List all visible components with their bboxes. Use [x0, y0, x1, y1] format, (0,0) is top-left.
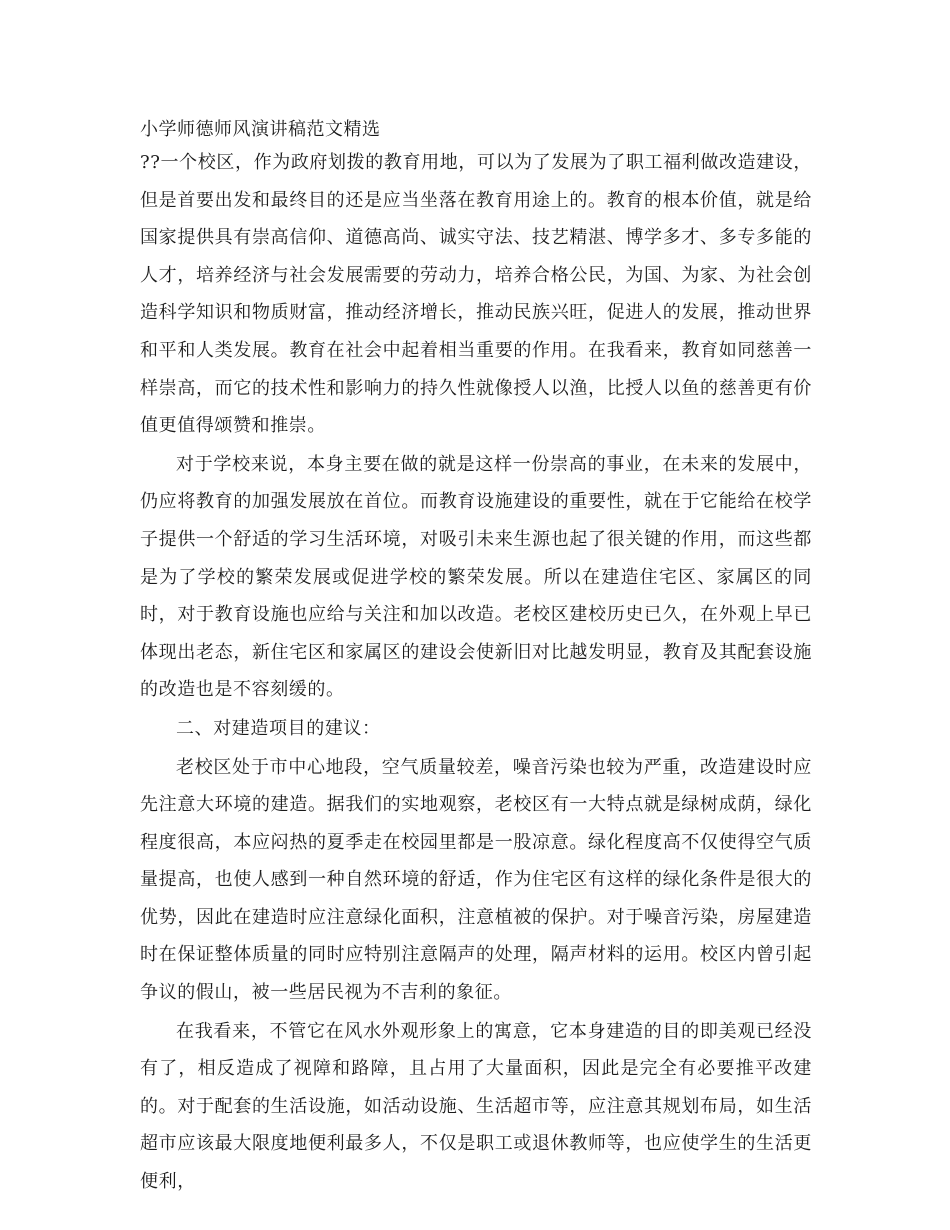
paragraph-1: ??一个校区，作为政府划拨的教育用地，可以为了发展为了职工福利做改造建设，但是首要出发和最终目的还是应当坐落在教育用途上的。教育的根本价值，就是给国家提供具有崇高信仰、道德高尚、诚实守法、技艺精湛、博学多才、多专多能的人才，培养经济与社会发展需要的劳动力，培养合格公民，为国、为家、为社会创造科学知识和物质财富，推动经济增长，推动民族兴旺，促进人的发展，推动世界和平和人类发展。教育在社会中起着相当重要的作用。在我看来，教育如同慈善一样崇高，而它的技术性和影响力的持久性就像授人以渔，比授人以鱼的慈善更有价值更值得颂赞和推崇。	[140, 152, 812, 437]
paragraph-4: 在我看来，不管它在风水外观形象上的寓意，它本身建造的目的即美观已经没有了，相反造成了视障和路障，且占用了大量面积，因此是完全有必要推平改建的。对于配套的生活设施，如活动设施、生活超市等，应注意其规划布局，如生活超市应该最大限度地便利最多人，不仅是职工或退休教师等，也应使学生的生活更便利，	[140, 1020, 812, 1193]
document-body	[140, 116, 812, 1201]
paragraph-2: 对于学校来说，本身主要在做的就是这样一份崇高的事业，在未来的发展中，仍应将教育的加强发展放在首位。而教育设施建设的重要性，就在于它能给在校学子提供一个舒适的学习生活环境，对吸引未来生源也起了很关键的作用，而这些都是为了学校的繁荣发展或促进学校的繁荣发展。所以在建造住宅区、家属区的同时，对于教育设施也应给与关注和加以改造。老校区建校历史已久，在外观上早已体现出老态，新住宅区和家属区的建设会使新旧对比越发明显，教育及其配套设施的改造也是不容刻缓的。	[140, 453, 812, 701]
document-title: 小学师德师风演讲稿范文精选	[140, 119, 381, 140]
paragraph-3: 老校区处于市中心地段，空气质量较差，噪音污染也较为严重，改造建设时应先注意大环境的建造。据我们的实地观察，老校区有一大特点就是绿树成荫，绿化程度很高，本应闷热的夏季走在校园里都是一股凉意。绿化程度高不仅使得空气质量提高，也使人感到一种自然环境的舒适，作为住宅区有这样的绿化条件是很大的优势，因此在建造时应注意绿化面积，注意植被的保护。对于噪音污染，房屋建造时在保证整体质量的同时应特别注意隔声的处理，隔声材料的运用。校区内曾引起争议的假山，被一些居民视为不吉利的象征。	[140, 756, 812, 1004]
section-heading: 二、对建造项目的建议：	[176, 717, 381, 739]
